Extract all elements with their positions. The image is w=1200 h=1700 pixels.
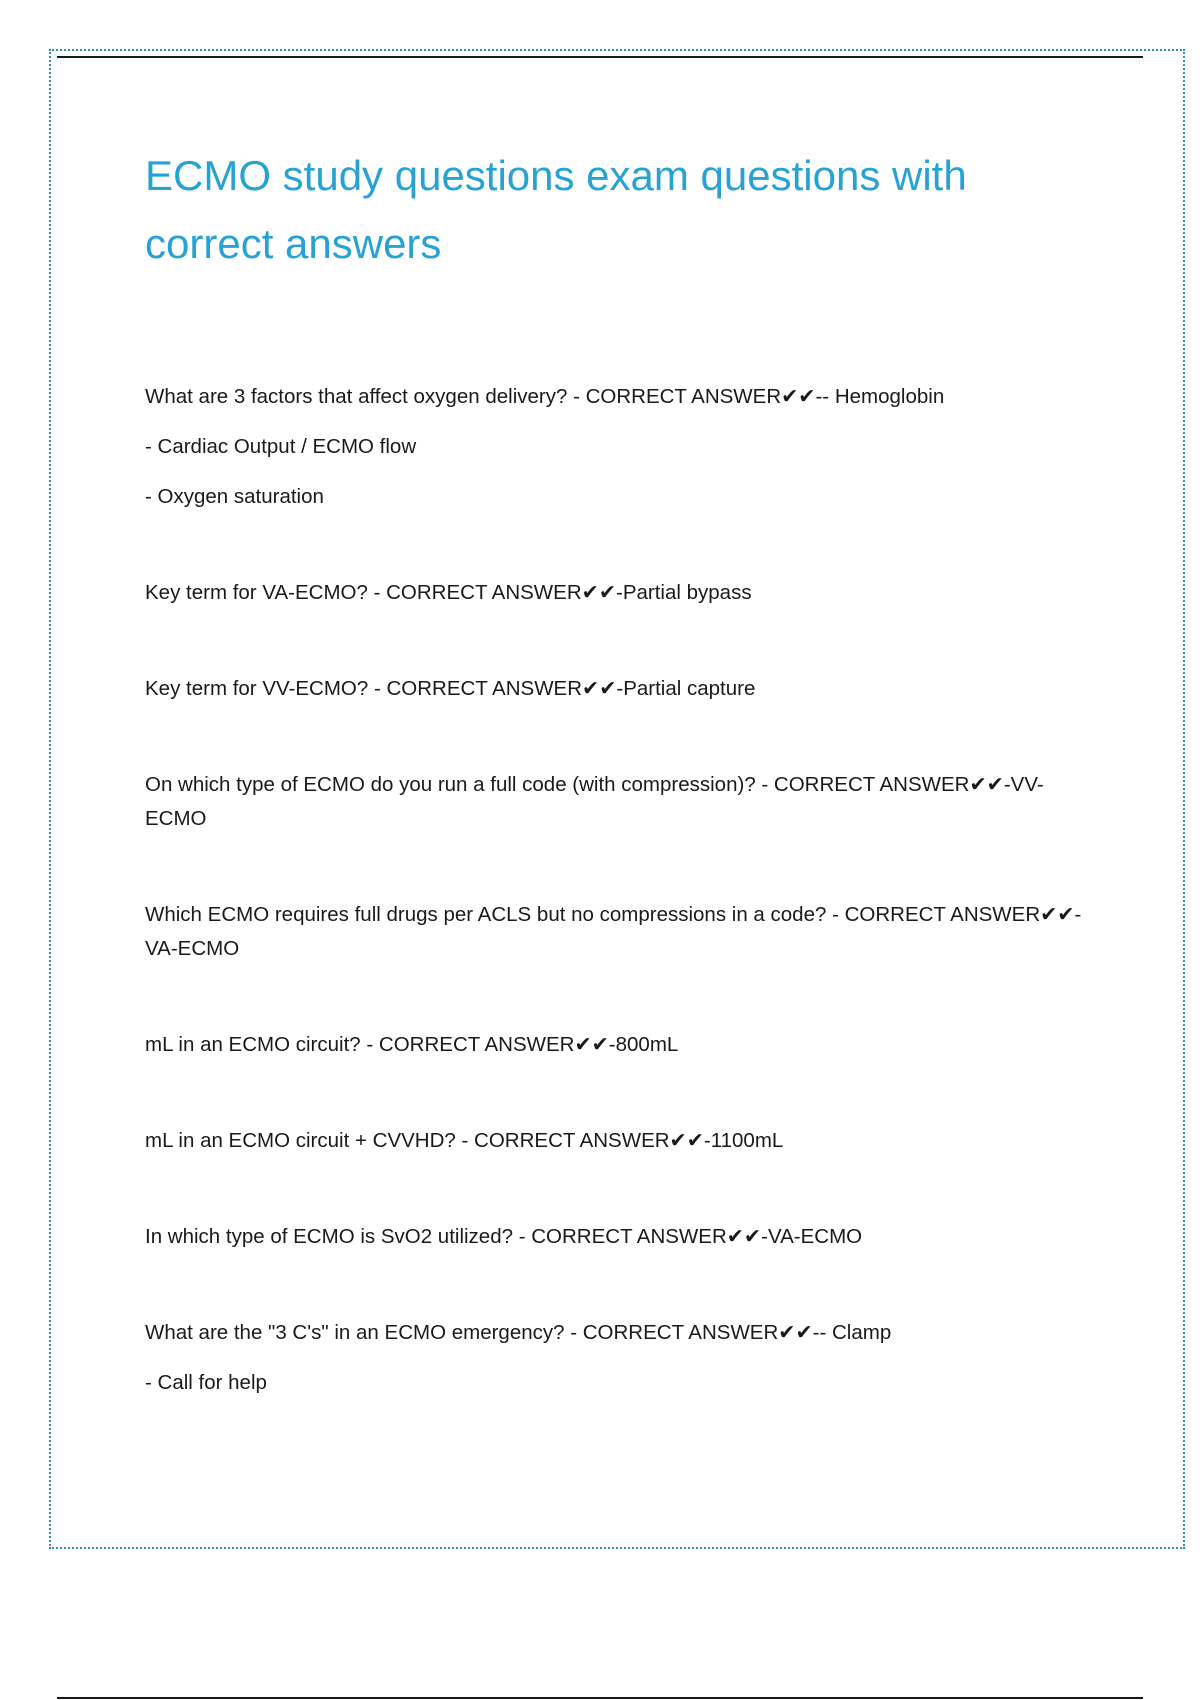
qa-item xyxy=(145,1124,1105,1158)
qa-item xyxy=(145,380,1105,514)
qa-question-line: Key term for VV-ECMO? - CORRECT ANSWER✔✔-Partial capture xyxy=(145,677,756,700)
qa-list xyxy=(145,380,1105,1462)
qa-question-line: What are 3 factors that affect oxygen delivery? - CORRECT ANSWER✔✔-- Hemoglobin xyxy=(145,385,945,408)
document-title: ECMO study questions exam questions with correct answers xyxy=(145,152,967,267)
qa-item xyxy=(145,1028,1105,1062)
qa-question-line: mL in an ECMO circuit + CVVHD? - CORRECT ANSWER✔✔-1100mL xyxy=(145,1129,784,1152)
bottom-divider xyxy=(57,1697,1143,1699)
qa-item xyxy=(145,898,1105,966)
qa-item xyxy=(145,1220,1105,1254)
qa-answer-line: - Cardiac Output / ECMO flow xyxy=(145,435,417,458)
qa-answer-line: - Call for help xyxy=(145,1371,267,1394)
qa-item xyxy=(145,576,1105,610)
qa-question-line: mL in an ECMO circuit? - CORRECT ANSWER✔✔-800mL xyxy=(145,1033,679,1056)
qa-question-line: On which type of ECMO do you run a full code (with compression)? - CORRECT ANSWER✔✔-VV-ECMO xyxy=(145,773,1044,830)
qa-question-line: Which ECMO requires full drugs per ACLS but no compressions in a code? - CORRECT ANSWER✔✔-VA-ECMO xyxy=(145,903,1082,960)
qa-question-line: What are the "3 C's" in an ECMO emergency? - CORRECT ANSWER✔✔-- Clamp xyxy=(145,1321,892,1344)
qa-question-line: Key term for VA-ECMO? - CORRECT ANSWER✔✔-Partial bypass xyxy=(145,581,752,604)
qa-answer-line: - Oxygen saturation xyxy=(145,485,324,508)
top-divider xyxy=(57,56,1143,58)
qa-item xyxy=(145,672,1105,706)
qa-item xyxy=(145,768,1105,836)
qa-question-line: In which type of ECMO is SvO2 utilized? - CORRECT ANSWER✔✔-VA-ECMO xyxy=(145,1225,863,1248)
qa-item xyxy=(145,1316,1105,1400)
